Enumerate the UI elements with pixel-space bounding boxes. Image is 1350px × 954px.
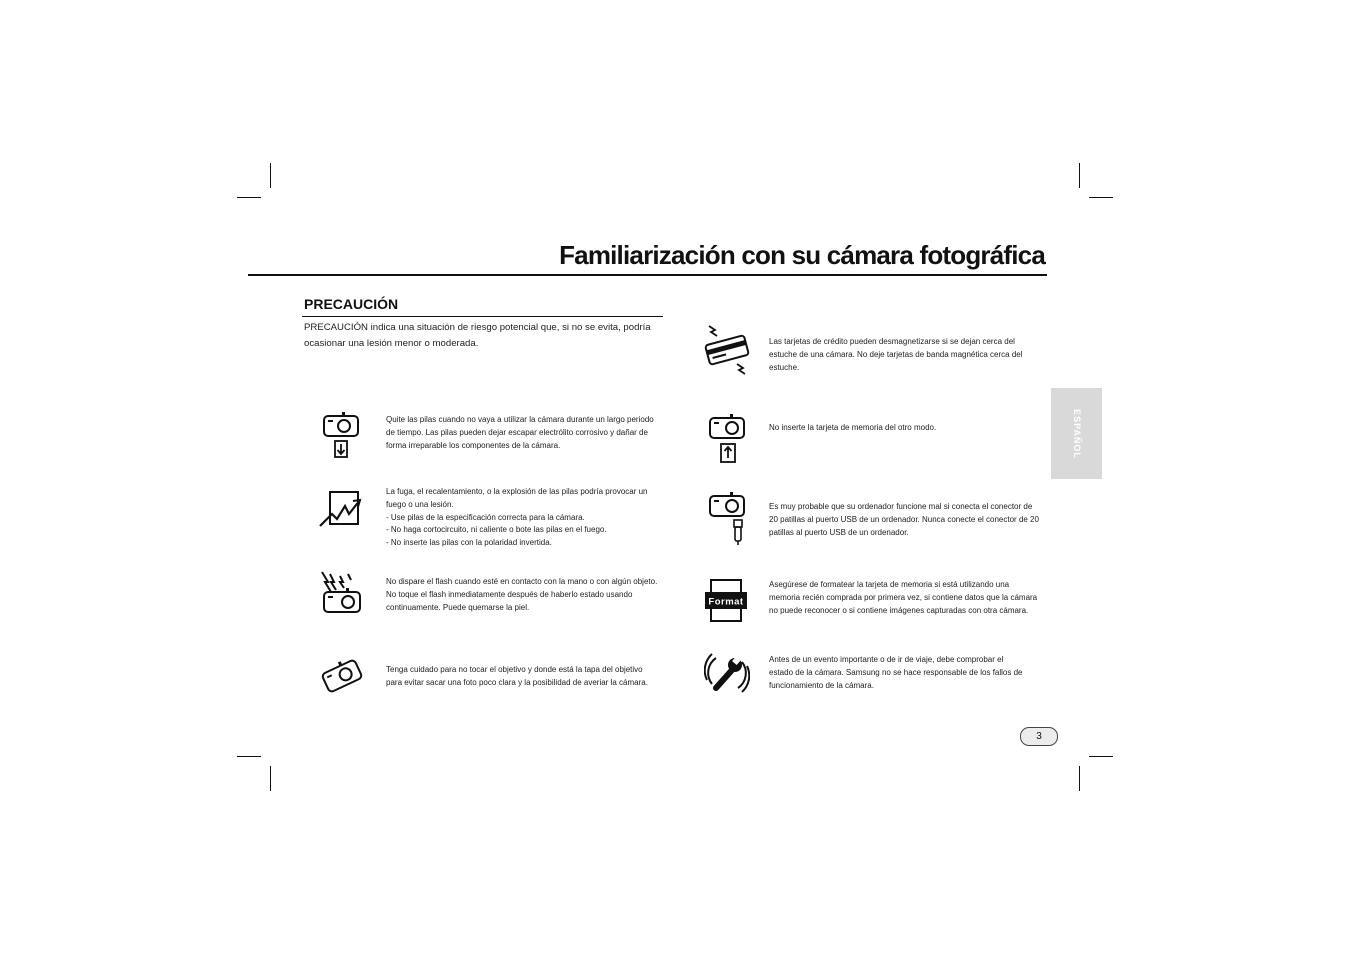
flash-burn-icon xyxy=(318,570,366,616)
text-line: Asegúrese de formatear la tarjeta de memoria si está utilizando una xyxy=(769,580,1010,589)
text-line: no puede reconocer o si contiene imágenes capturadas con otra cámara. xyxy=(769,605,1029,615)
camera-battery-remove-icon xyxy=(318,410,366,462)
language-tab-label: ESPAÑOL xyxy=(1071,408,1082,459)
text-line: patillas al puerto USB de un ordenador. xyxy=(769,527,909,537)
left-item-text xyxy=(386,576,657,614)
crop-mark xyxy=(1089,756,1113,757)
crop-mark xyxy=(237,756,261,757)
text-line: estado de la cámara. Samsung no se hace responsable de los fallos de xyxy=(769,667,1023,677)
text-line: - Use pilas de la especificación correcta para la cámara. xyxy=(386,512,585,522)
text-line: 20 patillas al puerto USB de un ordenador. Nunca conecte el conector de 20 xyxy=(769,514,1039,524)
text-line: - No inserte las pilas con la polaridad invertida. xyxy=(386,538,552,548)
text-line: memoria recién comprada por primera vez, si contiene datos que la cámara xyxy=(769,592,1038,602)
text-line: Las tarjetas de crédito pueden desmagnetizarse si se dejan cerca del xyxy=(769,337,1015,346)
intro-line: ocasionar una lesión menor o moderada. xyxy=(304,337,479,349)
title-rule xyxy=(248,274,1047,276)
text-line: fuego o una lesión. xyxy=(386,499,454,509)
crop-mark xyxy=(1089,197,1113,198)
text-line: Quite las pilas cuando no vaya a utilizar la cámara durante un largo periodo xyxy=(386,415,654,424)
right-item-text xyxy=(769,654,1023,692)
text-line: estuche. xyxy=(769,362,800,372)
crop-mark xyxy=(237,197,261,198)
text-line: No toque el flash inmediatamente después de haberlo estado usando xyxy=(386,589,633,599)
left-item-text xyxy=(386,486,648,550)
intro-line: PRECAUCIÓN indica una situación de riesgo potencial que, si no se evita, podría xyxy=(304,322,651,333)
text-line: Antes de un evento importante o de ir de viaje, debe comprobar el xyxy=(769,655,1004,664)
maintenance-wrench-icon xyxy=(704,650,750,696)
text-line: de tiempo. Las pilas pueden dejar escapar electrólito corrosivo y dañar de xyxy=(386,427,648,437)
crop-mark xyxy=(270,766,271,791)
section-heading: PRECAUCIÓN xyxy=(304,296,399,312)
battery-explosion-icon xyxy=(318,488,366,532)
right-item-text xyxy=(769,336,1023,374)
right-item-text xyxy=(769,579,1037,617)
text-line: para evitar sacar una foto poco clara y la posibilidad de averiar la cámara. xyxy=(386,677,648,687)
text-line: estuche de una cámara. No deje tarjetas de banda magnética cerca del xyxy=(769,349,1023,359)
format-card-icon xyxy=(704,578,748,624)
crop-mark xyxy=(1079,766,1080,791)
text-line: La fuga, el recalentamiento, o la explosión de las pilas podría provocar un xyxy=(386,487,648,496)
camera-usb-connector-icon xyxy=(704,490,752,546)
text-line: funcionamiento de la cámara. xyxy=(769,680,874,690)
text-line: No inserte la tarjeta de memoria del otro modo. xyxy=(769,423,937,432)
intro-text xyxy=(304,320,662,351)
crop-mark xyxy=(1079,163,1080,188)
right-item-text xyxy=(769,422,936,435)
page-number: 3 xyxy=(1020,727,1058,746)
credit-card-magnet-icon xyxy=(701,322,753,378)
section-rule xyxy=(302,316,663,317)
left-item-text xyxy=(386,664,648,690)
format-label: Format xyxy=(708,596,744,608)
right-item-text xyxy=(769,501,1039,539)
text-line: continuamente. Puede quemarse la piel. xyxy=(386,602,530,612)
crop-mark xyxy=(270,163,271,188)
text-line: Tenga cuidado para no tocar el objetivo y donde está la tapa del objetivo xyxy=(386,665,643,674)
text-line: No dispare el flash cuando esté en contacto con la mano o con algún objeto. xyxy=(386,577,658,586)
lens-care-icon xyxy=(318,654,366,696)
left-item-text xyxy=(386,414,654,452)
language-tab xyxy=(1051,388,1102,479)
page-title: Familiarización con su cámara fotográfica xyxy=(559,240,1045,270)
text-line: Es muy probable que su ordenador funcione mal si conecta el conector de xyxy=(769,502,1033,511)
text-line: - No haga cortocircuito, ni caliente o bote las pilas en el fuego. xyxy=(386,525,607,535)
text-line: forma irreparable los componentes de la cámara. xyxy=(386,440,561,450)
camera-card-insert-icon xyxy=(704,410,752,466)
